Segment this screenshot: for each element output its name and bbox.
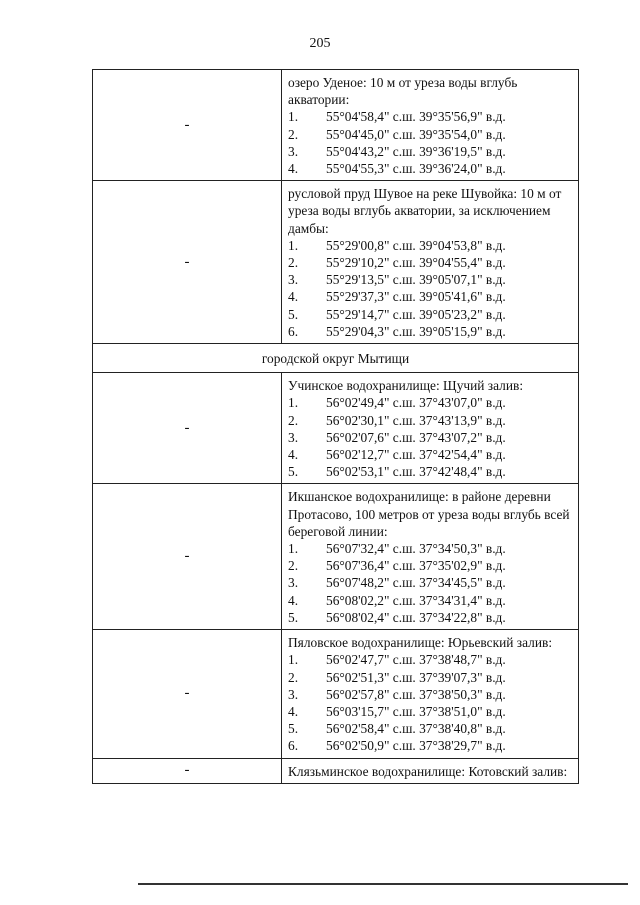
coordinate-number: 4. [288,289,299,305]
coordinate-item [288,686,574,703]
section-header-row [93,344,579,373]
coordinate-item [288,394,574,411]
coordinate-item [288,271,574,288]
empty-cell-dash: - [93,484,282,630]
empty-cell-dash: - [93,70,282,181]
empty-cell-dash: - [93,630,282,758]
coordinate-value: 55°04'45,0" с.ш. 39°35'54,0" в.д. [326,126,506,142]
coordinate-list [288,108,574,177]
water-body-cell [282,758,579,783]
water-body-cell [282,181,579,344]
water-body-description: русловой пруд Шувое на реке Шувойка: 10 м от уреза воды вглубь акватории, за исключением дамбы: [288,186,562,236]
coordinate-item [288,703,574,720]
coordinate-value: 56°02'47,7" с.ш. 37°38'48,7" в.д. [326,652,506,668]
coordinate-item [288,574,574,591]
table-row [93,630,579,758]
coordinate-item [288,143,574,160]
coordinate-list [288,394,574,480]
coordinate-item [288,160,574,177]
coordinate-value: 56°02'50,9" с.ш. 37°38'29,7" в.д. [326,738,506,754]
coordinate-item [288,306,574,323]
coordinate-value: 56°02'30,1" с.ш. 37°43'13,9" в.д. [326,412,506,428]
coordinate-number: 2. [288,558,299,574]
table-row [93,181,579,344]
empty-cell-dash: - [93,758,282,783]
coordinate-list [288,651,574,754]
coordinate-value: 56°02'58,4" с.ш. 37°38'40,8" в.д. [326,721,506,737]
coordinate-item [288,254,574,271]
coordinate-number: 1. [288,395,299,411]
water-body-description: озеро Уденое: 10 м от уреза воды вглубь акватории: [288,75,518,108]
coordinate-number: 1. [288,541,299,557]
coordinate-item [288,288,574,305]
coordinate-item [288,429,574,446]
table-row [93,373,579,484]
empty-cell-dash: - [93,181,282,344]
coordinate-number: 5. [288,721,299,737]
coordinate-item [288,463,574,480]
water-body-cell [282,373,579,484]
coordinate-value: 56°02'12,7" с.ш. 37°42'54,4" в.д. [326,447,506,463]
table-body [93,70,579,784]
coordinate-number: 5. [288,306,299,322]
page-number: 205 [309,36,331,51]
water-body-cell [282,484,579,630]
coordinate-number: 1. [288,652,299,668]
coordinate-number: 4. [288,447,299,463]
coordinate-number: 2. [288,255,299,271]
table-row [93,70,579,181]
coordinate-value: 55°29'00,8" с.ш. 39°04'53,8" в.д. [326,237,506,253]
coordinate-item [288,737,574,754]
coordinate-number: 3. [288,686,299,702]
water-body-description: Икшанское водохранилище: в районе деревни Протасово, 100 метров от уреза воды вглубь всей береговой линии: [288,489,570,539]
coordinate-number: 5. [288,464,299,480]
coordinate-list [288,540,574,626]
coordinate-number: 6. [288,738,299,754]
coordinate-number: 2. [288,126,299,142]
regulation-table [92,69,579,784]
empty-cell-dash: - [93,373,282,484]
coordinate-value: 56°02'53,1" с.ш. 37°42'48,4" в.д. [326,464,506,480]
coordinate-item [288,323,574,340]
coordinate-number: 3. [288,575,299,591]
coordinate-value: 55°29'04,3" с.ш. 39°05'15,9" в.д. [326,323,506,339]
coordinate-item [288,720,574,737]
coordinate-number: 4. [288,703,299,719]
coordinate-value: 55°04'58,4" с.ш. 39°35'56,9" в.д. [326,109,506,125]
coordinate-value: 56°03'15,7" с.ш. 37°38'51,0" в.д. [326,703,506,719]
coordinate-value: 56°07'48,2" с.ш. 37°34'45,5" в.д. [326,575,506,591]
coordinate-number: 3. [288,143,299,159]
scan-edge-line [138,883,628,885]
coordinate-value: 55°04'55,3" с.ш. 39°36'24,0" в.д. [326,161,506,177]
coordinate-number: 2. [288,412,299,428]
coordinate-number: 4. [288,592,299,608]
coordinate-number: 3. [288,429,299,445]
water-body-description: Клязьминское водохранилище: Котовский залив: [288,763,568,779]
table-row [93,758,579,783]
water-body-cell [282,70,579,181]
coordinate-value: 56°07'36,4" с.ш. 37°35'02,9" в.д. [326,558,506,574]
coordinate-value: 56°02'49,4" с.ш. 37°43'07,0" в.д. [326,395,506,411]
coordinate-item [288,609,574,626]
coordinate-item [288,669,574,686]
coordinate-item [288,651,574,668]
coordinate-number: 6. [288,323,299,339]
coordinate-number: 2. [288,669,299,685]
coordinate-value: 56°02'57,8" с.ш. 37°38'50,3" в.д. [326,686,506,702]
coordinate-value: 56°02'51,3" с.ш. 37°39'07,3" в.д. [326,669,506,685]
water-body-description: Пяловское водохранилище: Юрьевский залив: [288,635,553,651]
water-body-cell [282,630,579,758]
coordinate-value: 55°29'10,2" с.ш. 39°04'55,4" в.д. [326,255,506,271]
coordinate-number: 5. [288,609,299,625]
coordinate-value: 56°07'32,4" с.ш. 37°34'50,3" в.д. [326,541,506,557]
coordinate-item [288,237,574,254]
coordinate-value: 55°29'14,7" с.ш. 39°05'23,2" в.д. [326,306,506,322]
table-row [93,484,579,630]
coordinate-value: 56°08'02,4" с.ш. 37°34'22,8" в.д. [326,609,506,625]
coordinate-item [288,540,574,557]
coordinate-item [288,557,574,574]
coordinate-item [288,126,574,143]
coordinate-value: 56°02'07,6" с.ш. 37°43'07,2" в.д. [326,429,506,445]
coordinate-item [288,446,574,463]
coordinate-number: 4. [288,161,299,177]
coordinate-item [288,592,574,609]
coordinate-number: 3. [288,272,299,288]
coordinate-item [288,412,574,429]
water-body-description: Учинское водохранилище: Щучий залив: [288,378,524,394]
coordinate-value: 56°08'02,2" с.ш. 37°34'31,4" в.д. [326,592,506,608]
coordinate-value: 55°29'37,3" с.ш. 39°05'41,6" в.д. [326,289,506,305]
coordinate-item [288,108,574,125]
coordinate-number: 1. [288,237,299,253]
coordinate-number: 1. [288,109,299,125]
coordinate-list [288,237,574,340]
coordinate-value: 55°29'13,5" с.ш. 39°05'07,1" в.д. [326,272,506,288]
section-title: городской округ Мытищи [93,344,579,373]
coordinate-value: 55°04'43,2" с.ш. 39°36'19,5" в.д. [326,143,506,159]
